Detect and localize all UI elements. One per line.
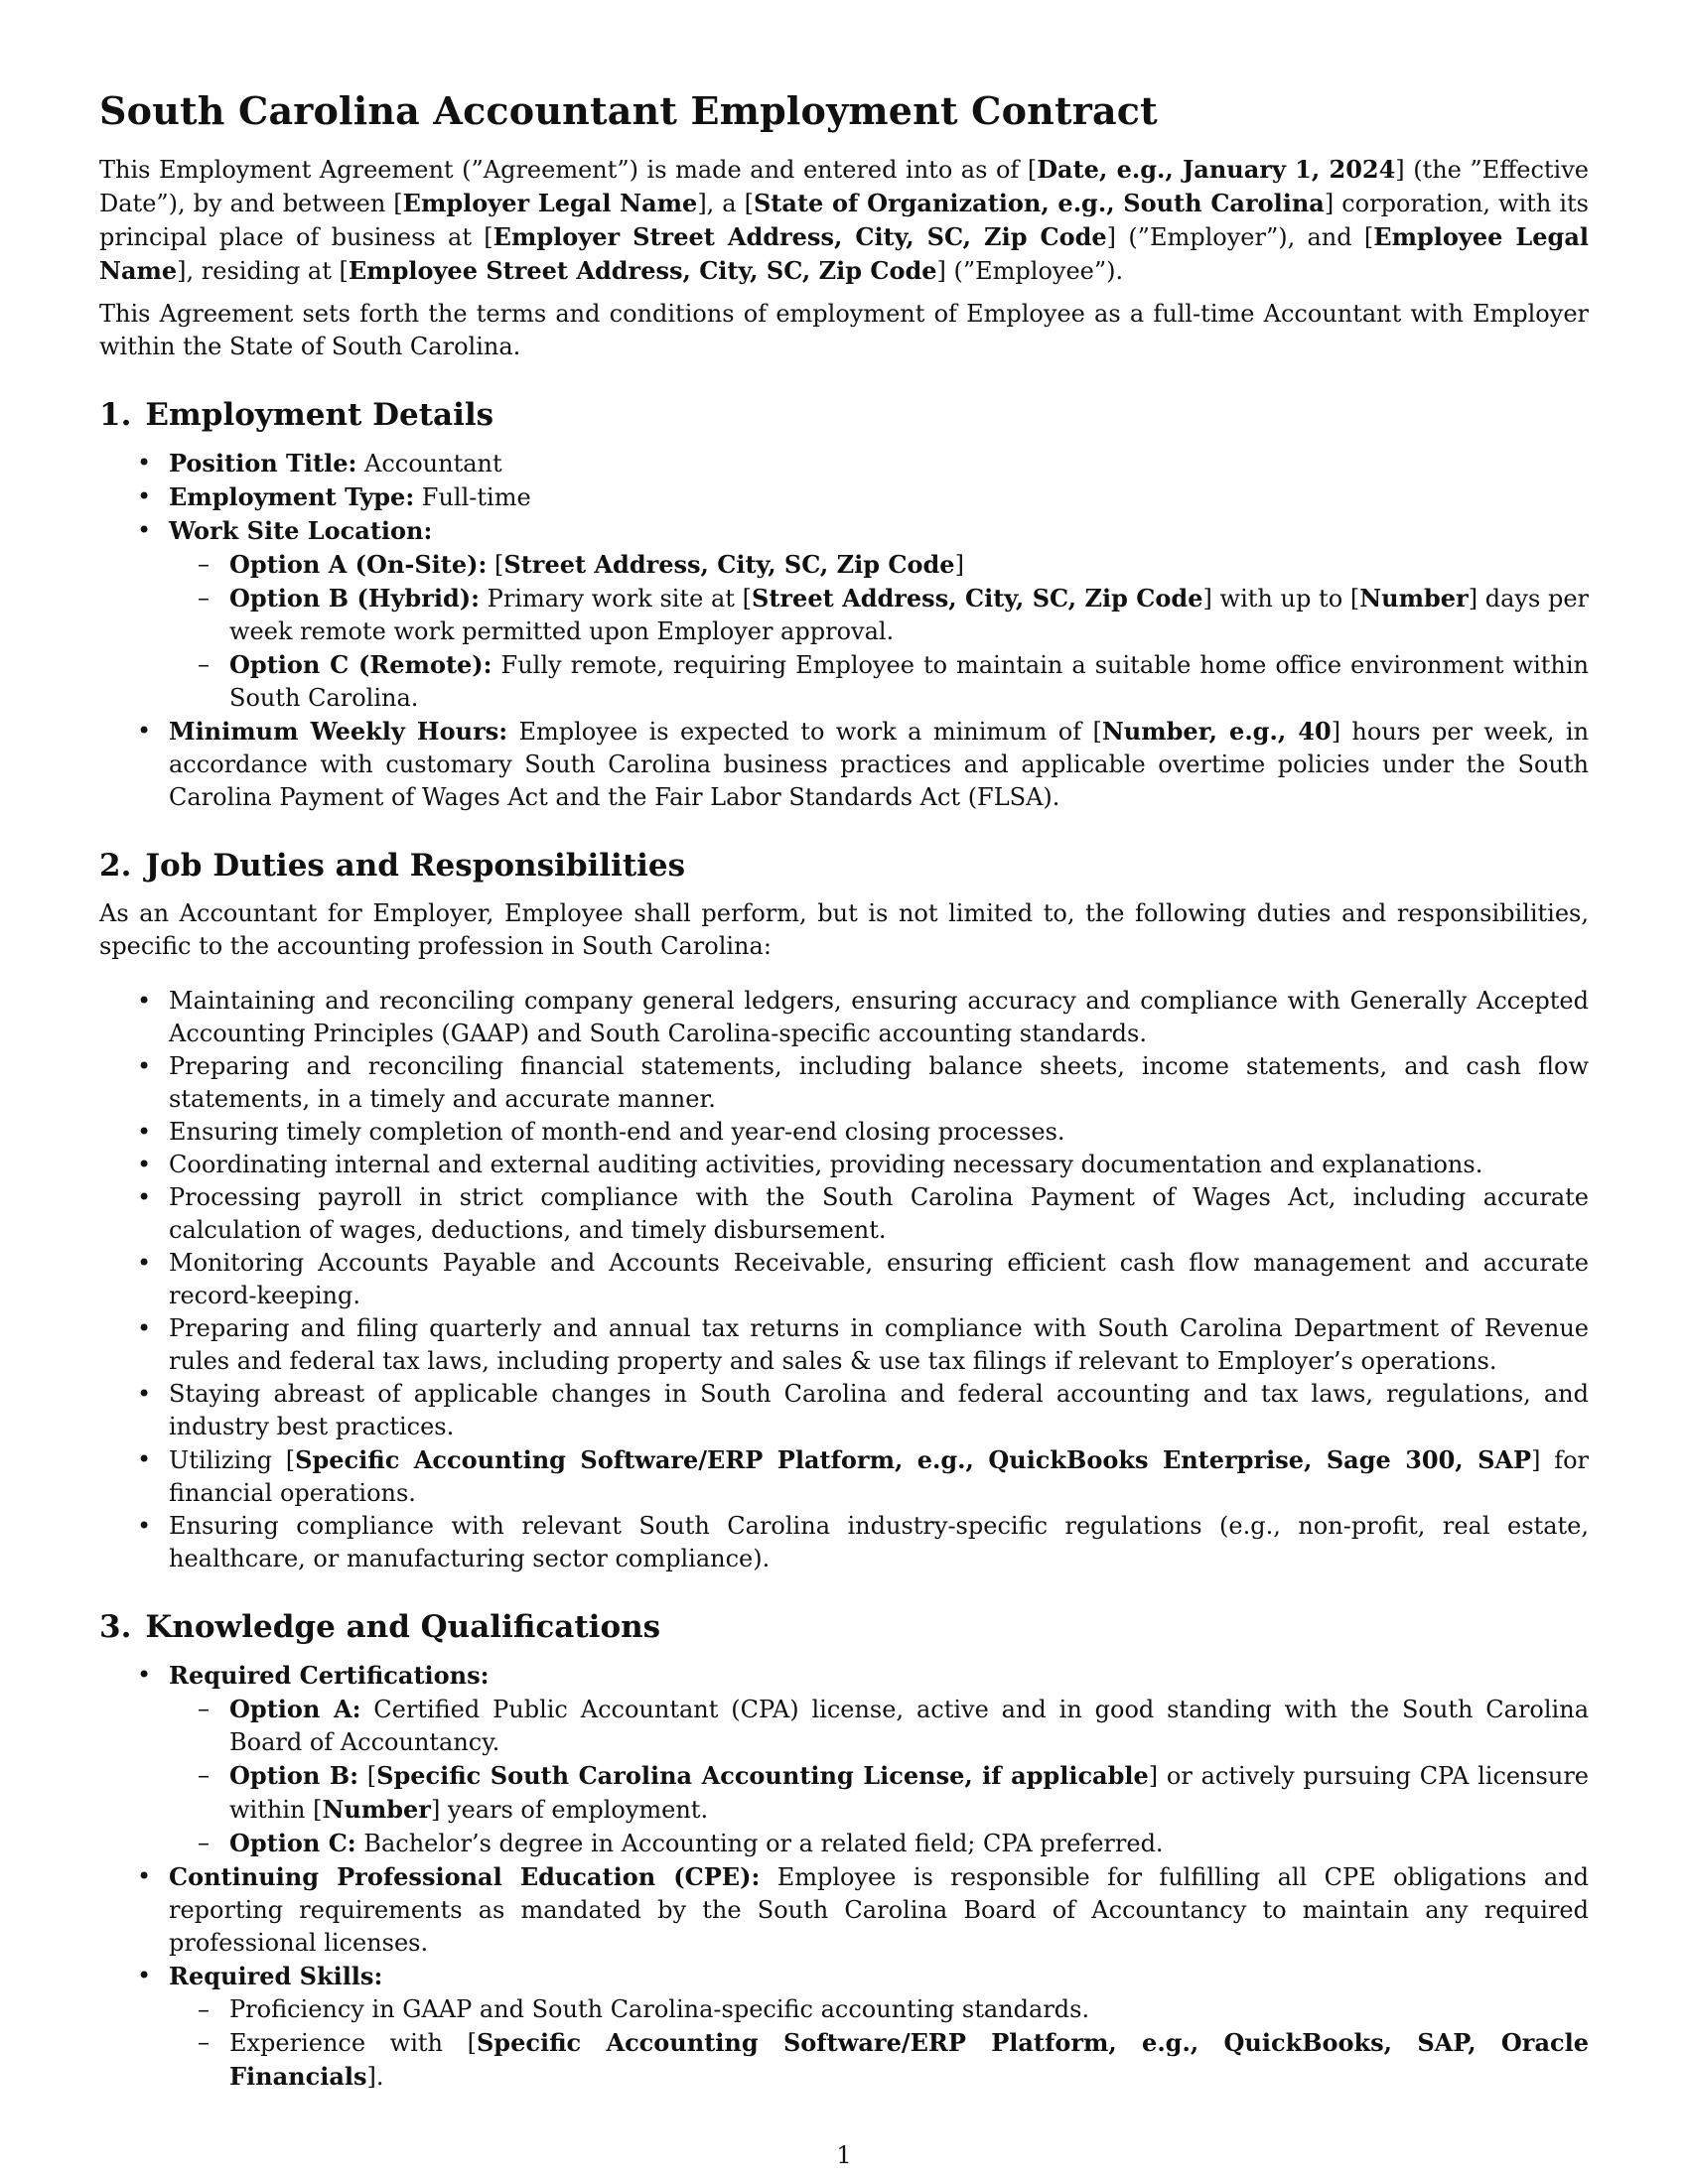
item-text: Utilizing [ (169, 1446, 296, 1474)
option-label: Option B: (229, 1761, 358, 1790)
option-label: Option B (Hybrid): (229, 584, 480, 613)
list-item: • Monitoring Accounts Payable and Accounts Receivable, ensuring efficient cash flow management and accurate record-keeping. (99, 1247, 1589, 1312)
intro-text: ] (”Employer”), and [ (1106, 223, 1374, 251)
placeholder-employer-address: Employer Street Address, City, SC, Zip Code (492, 222, 1107, 251)
employment-details-list (99, 447, 1589, 814)
list-item (99, 514, 1589, 715)
item-value: ] hours per week, in accordance with customary South Carolina business practices and applicable overtime policies under the South Carolina Payment of Wages Act and the Fair Labor Standards Act (FLSA). (169, 718, 1590, 811)
intro-paragraph-terms: This Agreement sets forth the terms and conditions of employment of Employee as a full-time Accountant with Employer within the State of South Carolina. (99, 300, 1589, 360)
list-item (99, 447, 1589, 480)
option-text: Experience with [ (229, 2029, 477, 2057)
placeholder-date: Date, e.g., January 1, 2024 (1037, 155, 1396, 184)
item-label: Position Title: (169, 449, 357, 478)
list-item: • Maintaining and reconciling company general ledgers, ensuring accuracy and compliance with Generally Accepted Accounting Principles (GAAP) and South Carolina-specific accounting standards. (99, 985, 1589, 1050)
list-item (99, 480, 1589, 514)
option-label: Option A (On-Site): (229, 550, 488, 579)
option-text: ] with up to [ (1202, 585, 1360, 613)
job-duties-list (99, 985, 1589, 1575)
section-title: Knowledge and Qualifications (145, 1609, 661, 1645)
placeholder-number: Number (1359, 584, 1469, 613)
option-text: ] (954, 551, 964, 579)
intro-paragraph-parties (99, 153, 1589, 288)
item-label: Continuing Professional Education (CPE): (169, 1862, 761, 1891)
option-label: Option A: (229, 1695, 361, 1723)
list-item: • Coordinating internal and external auditing activities, providing necessary documentation and explanations. (99, 1149, 1589, 1181)
list-item: • Preparing and reconciling financial statements, including balance sheets, income statements, and cash flow statements, in a timely and accurate manner. (99, 1050, 1589, 1116)
option-text: [ (487, 551, 504, 579)
sub-list-item (169, 582, 1589, 648)
list-item: • Ensuring compliance with relevant South Carolina industry-specific regulations (e.g., non-profit, real estate, healthcare, or manufacturing sector compliance). (99, 1510, 1589, 1575)
option-text: Fully remote, requiring Employee to maintain a suitable home office environment within South Carolina. (229, 651, 1589, 712)
worksite-options-list (169, 548, 1589, 715)
placeholder-employee-address: Employee Street Address, City, SC, Zip Code (348, 256, 937, 285)
sub-list-item (169, 2026, 1589, 2094)
page-number: 1 (836, 2141, 852, 2169)
placeholder-software: Specific Accounting Software/ERP Platform, e.g., QuickBooks, SAP, Oracle Financials (229, 2028, 1590, 2091)
document-page (99, 87, 1589, 2094)
item-label: Required Skills: (169, 1962, 383, 1990)
section-heading-qualifications (99, 1607, 1589, 1647)
section-number: 2. (99, 848, 132, 884)
item-label: Required Certifications: (169, 1661, 490, 1690)
sub-list-item (169, 1827, 1589, 1860)
item-value: Accountant (356, 450, 502, 478)
certification-options-list (169, 1693, 1589, 1860)
job-duties-intro: As an Accountant for Employer, Employee shall perform, but is not limited to, the following duties and responsibilities, specific to the accounting profession in South Carolina: (99, 899, 1589, 960)
item-label: Minimum Weekly Hours: (169, 717, 508, 746)
intro-text: ], a [ (697, 190, 754, 217)
item-value: Employee is responsible for fulfilling all CPE obligations and reporting requirements as mandated by the South Carolina Board of Accountancy to maintain any required professional licenses. (169, 1863, 1589, 1957)
list-item (99, 1659, 1589, 1860)
option-text: ] days per week remote work permitted upon Employer approval. (229, 585, 1590, 645)
intro-text: ], residing at [ (177, 257, 349, 285)
list-item (99, 1443, 1589, 1510)
option-text: ] years of employment. (430, 1796, 709, 1824)
option-text: Bachelor’s degree in Accounting or a related field; CPA preferred. (355, 1830, 1164, 1857)
placeholder-hours: Number, e.g., 40 (1101, 717, 1332, 746)
placeholder-software: Specific Accounting Software/ERP Platform, e.g., QuickBooks Enterprise, Sage 300, SAP (295, 1445, 1532, 1474)
item-text: ] for financial operations. (169, 1446, 1590, 1507)
option-text: ]. (366, 2063, 384, 2091)
list-item: • Processing payroll in strict compliance with the South Carolina Payment of Wages Act, including accurate calculation of wages, deductions, and timely disbursement. (99, 1181, 1589, 1247)
item-value: Employee is expected to work a minimum of [ (507, 718, 1102, 746)
intro-text: This Employment Agreement (”Agreement”) is made and entered into as of [ (99, 156, 1038, 184)
option-text: Certified Public Accountant (CPA) license, active and in good standing with the South Carolina Board of Accountancy. (229, 1696, 1589, 1756)
placeholder-state: State of Organization, e.g., South Carolina (753, 189, 1325, 217)
intro-text: ] (”Employee”). (936, 257, 1124, 285)
item-label: Employment Type: (169, 482, 415, 511)
placeholder-worksite-address: Street Address, City, SC, Zip Code (503, 550, 955, 579)
intro-text: ] corporation, with its principal place of business at [ (99, 190, 1589, 251)
item-value: Full-time (414, 483, 531, 511)
section-number: 1. (99, 397, 132, 433)
placeholder-employer-name: Employer Legal Name (402, 189, 698, 217)
list-item: • Staying abreast of applicable changes in South Carolina and federal accounting and tax laws, regulations, and industry best practices. (99, 1378, 1589, 1443)
placeholder-license: Specific South Carolina Accounting License, if applicable (376, 1761, 1149, 1790)
list-item (99, 715, 1589, 814)
list-item (99, 1860, 1589, 1960)
intro-text: ] (the ”Effective Date”), by and between [ (99, 156, 1589, 217)
option-text: Primary work site at [ (479, 585, 752, 613)
sub-list-item: – Proficiency in GAAP and South Carolina-specific accounting standards. (169, 1993, 1589, 2026)
section-heading-job-duties (99, 846, 1589, 886)
document-title: South Carolina Accountant Employment Contract (99, 88, 1158, 133)
sub-list-item (169, 1693, 1589, 1759)
list-item (99, 1960, 1589, 2094)
section-title: Employment Details (145, 397, 494, 433)
placeholder-employee-name: Employee Legal Name (99, 222, 1589, 285)
option-text: ] or actively pursuing CPA licensure within [ (229, 1762, 1589, 1824)
sub-list-item (169, 1759, 1589, 1827)
skills-list (169, 1993, 1589, 2094)
list-item: • Preparing and filing quarterly and annual tax returns in compliance with South Carolina Department of Revenue rules and federal tax laws, including property and sales & use tax filings if relevant to Employer’s operations. (99, 1312, 1589, 1378)
section-heading-employment-details (99, 395, 1589, 435)
list-item: • Ensuring timely completion of month-end and year-end closing processes. (99, 1116, 1589, 1149)
option-label: Option C (Remote): (229, 650, 492, 679)
item-label: Work Site Location: (169, 516, 433, 545)
section-number: 3. (99, 1609, 132, 1645)
placeholder-number: Number (322, 1795, 431, 1824)
option-text: [ (357, 1762, 377, 1790)
qualifications-list (99, 1659, 1589, 2094)
sub-list-item (169, 548, 1589, 582)
placeholder-worksite-address: Street Address, City, SC, Zip Code (751, 584, 1203, 613)
option-label: Option C: (229, 1829, 356, 1857)
section-title: Job Duties and Responsibilities (145, 848, 686, 884)
sub-list-item (169, 648, 1589, 715)
